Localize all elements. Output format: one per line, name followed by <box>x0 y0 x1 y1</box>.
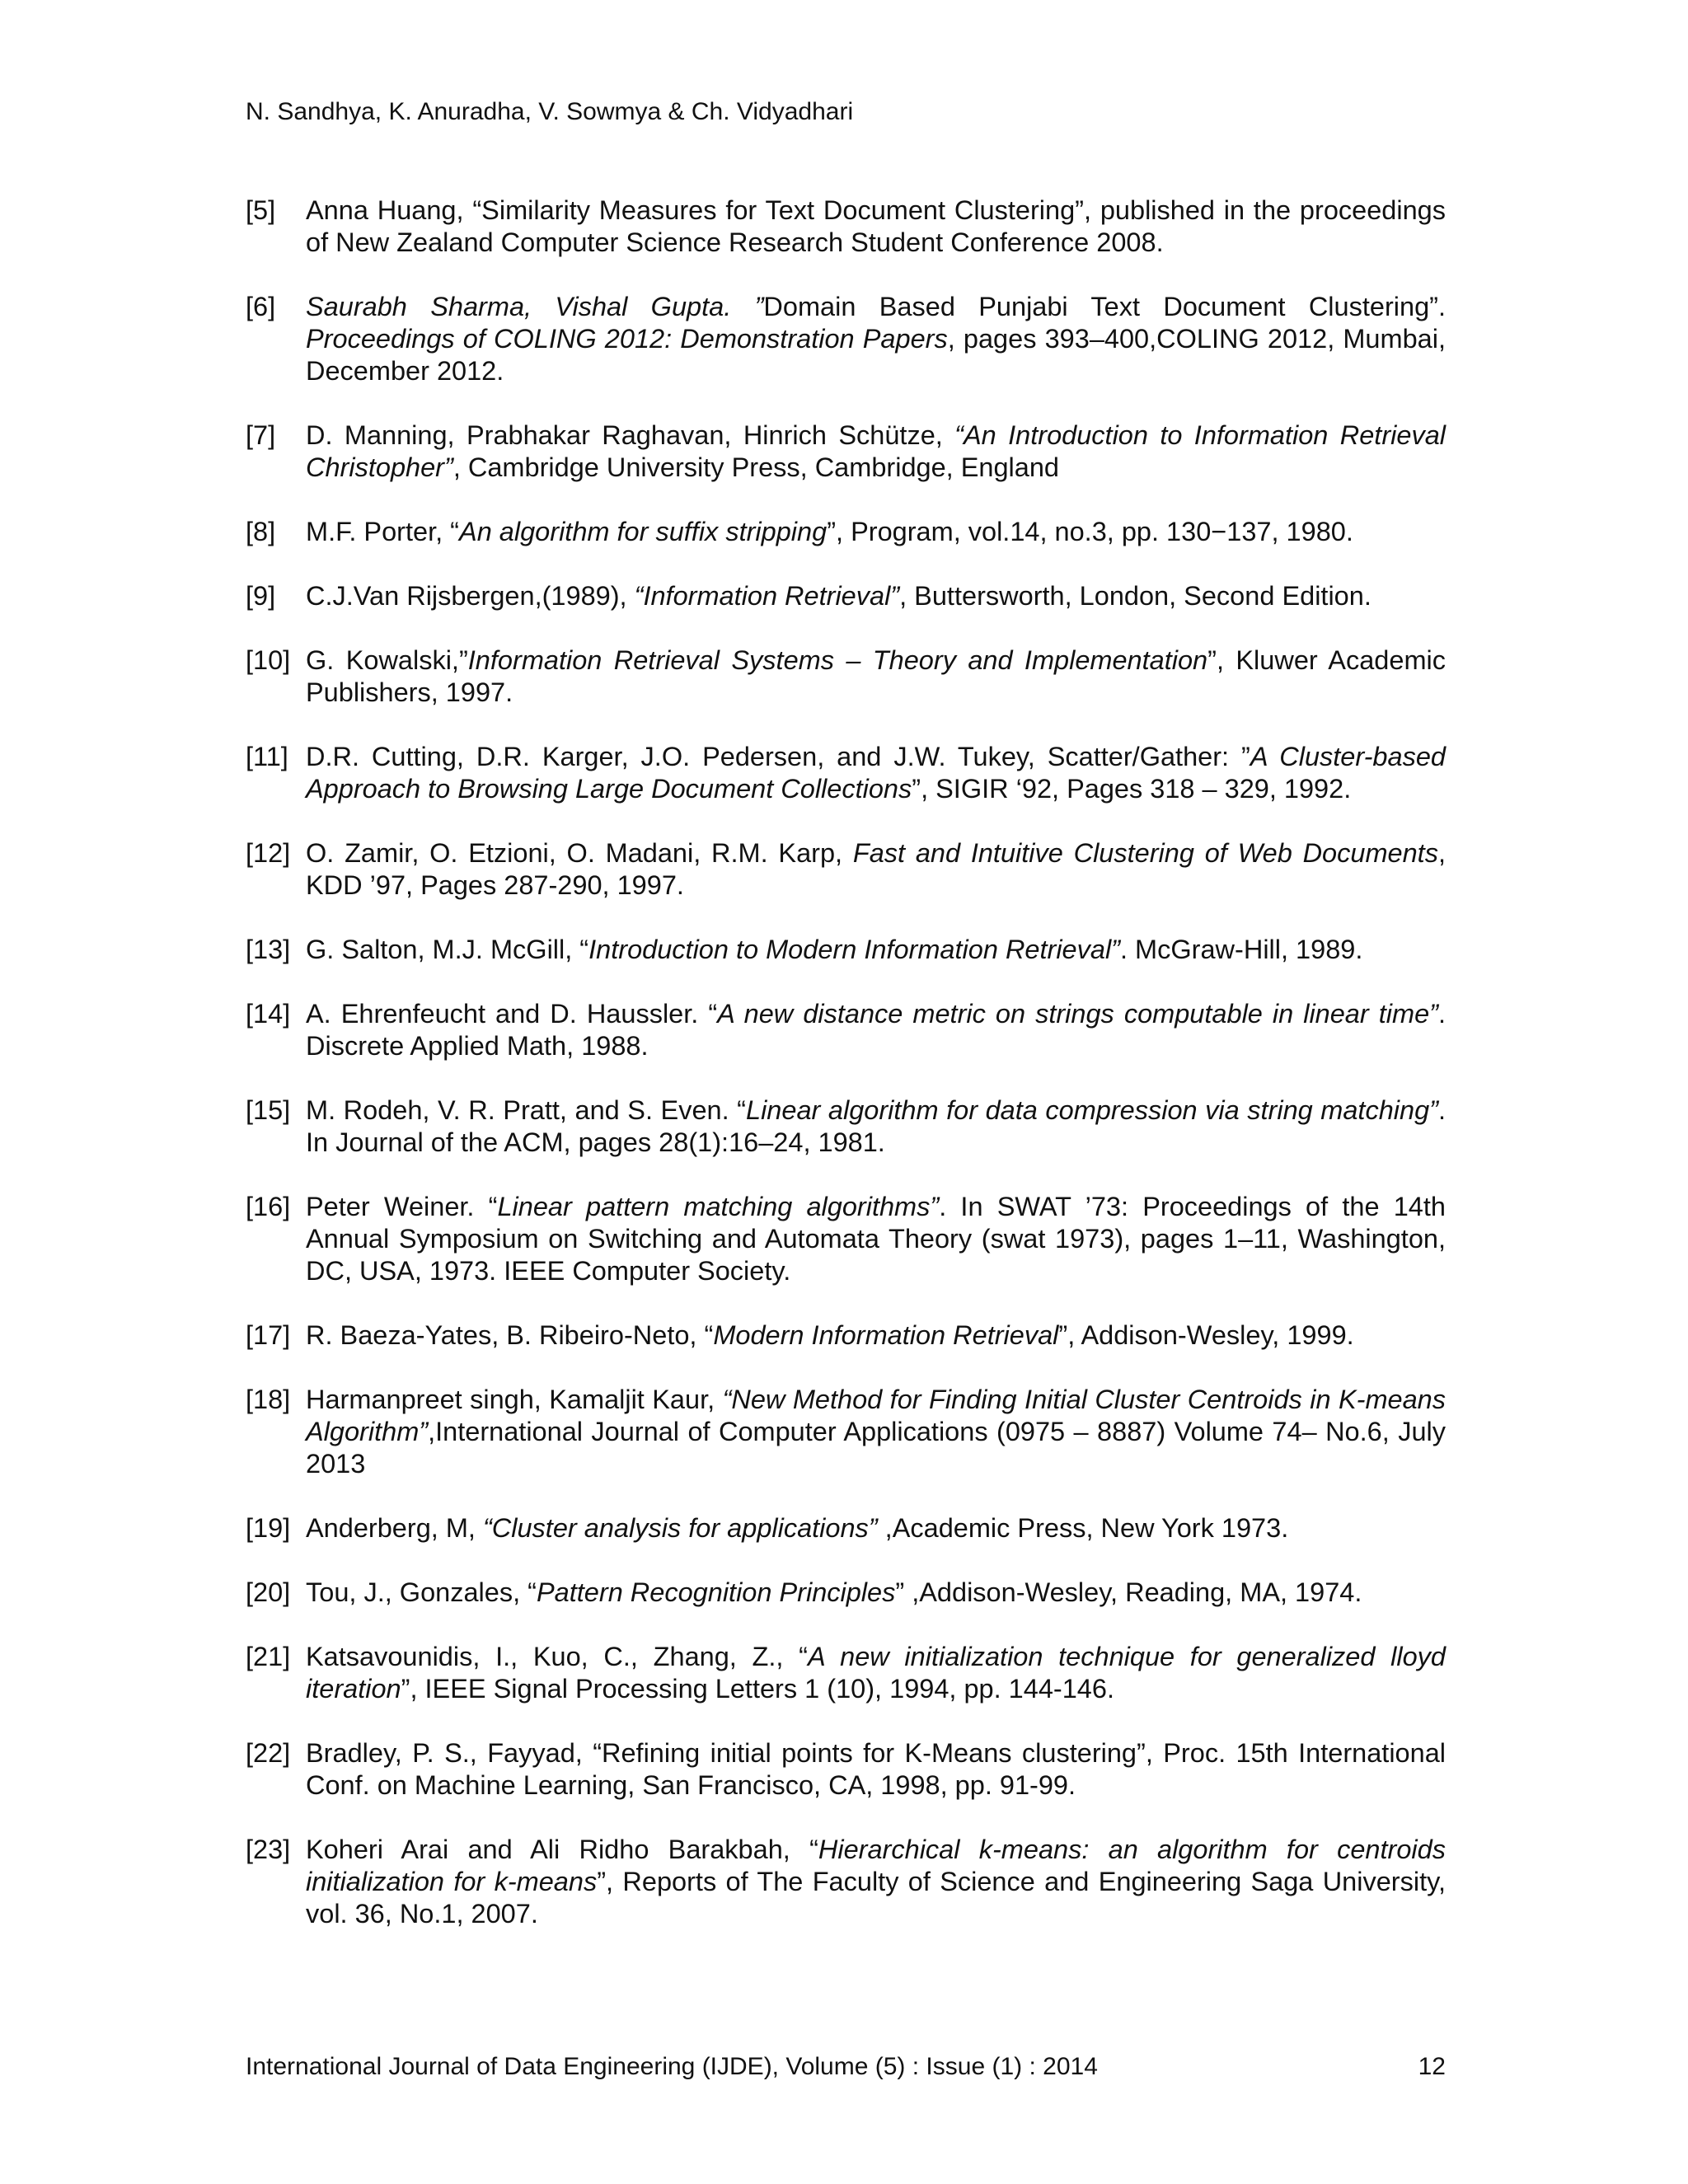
reference-number: [11] <box>246 742 288 771</box>
page-number: 12 <box>1418 2053 1446 2080</box>
reference-text <box>306 1738 1446 1800</box>
reference-number: [9] <box>246 581 276 611</box>
reference-number: [5] <box>246 195 276 225</box>
reference-segment: , KDD ’97, Pages 287-290, 1997. <box>306 838 1446 900</box>
reference-segment: Anna Huang, “Similarity Measures for Text Document Clustering”, published in the proceedings of New Zealand Computer Science Research Student Conference 2008. <box>306 195 1446 257</box>
reference-entry <box>246 1737 1446 1802</box>
reference-number: [21] <box>246 1642 291 1671</box>
reference-number: [6] <box>246 292 276 321</box>
reference-entry <box>246 741 1446 805</box>
reference-text <box>306 1192 1446 1286</box>
reference-text <box>306 1320 1354 1350</box>
reference-segment: D.R. Cutting, D.R. Karger, J.O. Pedersen, and J.W. Tukey, Scatter/Gather: ” <box>306 742 1250 771</box>
reference-segment: R. Baeza-Yates, B. Ribeiro-Neto, “ <box>306 1320 714 1350</box>
reference-entry <box>246 644 1446 709</box>
reference-number: [22] <box>246 1738 291 1768</box>
reference-segment: , pages 393–400,COLING 2012, Mumbai, December 2012. <box>306 324 1446 386</box>
reference-segment: Katsavounidis, I., Kuo, C., Zhang, Z., “ <box>306 1642 808 1671</box>
reference-title: Hierarchical k-means: an algorithm for centroids initialization for k-means <box>306 1835 1446 1896</box>
reference-text <box>306 1642 1446 1704</box>
reference-text <box>306 935 1362 964</box>
reference-text <box>306 517 1353 546</box>
reference-segment: G. Salton, M.J. McGill, “ <box>306 935 589 964</box>
reference-entry <box>246 1094 1446 1159</box>
reference-segment: Bradley, P. S., Fayyad, “Refining initial points for K-Means clustering”, Proc. 15th International Conf. on Machine Learning, San Francisco, CA, 1998, pp. 91-99. <box>306 1738 1446 1800</box>
reference-entry <box>246 934 1446 966</box>
reference-title: Proceedings of COLING 2012: Demonstration Papers <box>306 324 948 354</box>
reference-number: [17] <box>246 1320 291 1350</box>
reference-number: [8] <box>246 517 276 546</box>
reference-segment: . Discrete Applied Math, 1988. <box>306 999 1446 1061</box>
reference-title: A Cluster-based Approach to Browsing Large Document Collections <box>306 742 1446 804</box>
reference-segment: ”, Program, vol.14, no.3, pp. 130−137, 1980. <box>827 517 1353 546</box>
reference-segment: O. Zamir, O. Etzioni, O. Madani, R.M. Karp, <box>306 838 853 868</box>
reference-number: [7] <box>246 420 276 450</box>
reference-entry <box>246 419 1446 484</box>
reference-title: A new initialization technique for generalized lloyd iteration <box>306 1642 1446 1704</box>
reference-segment: ,International Journal of Computer Applications (0975 – 8887) Volume 74– No.6, July 2013 <box>306 1417 1446 1479</box>
reference-title: Linear pattern matching algorithms” <box>497 1192 940 1221</box>
reference-text <box>306 1835 1446 1929</box>
reference-entry <box>246 1834 1446 1930</box>
reference-number: [16] <box>246 1192 291 1221</box>
reference-text <box>306 581 1372 611</box>
reference-title: Fast and Intuitive Clustering of Web Documents <box>852 838 1438 868</box>
reference-entry <box>246 194 1446 259</box>
reference-segment: ”, Kluwer Academic Publishers, 1997. <box>306 645 1446 707</box>
reference-segment: Harmanpreet singh, Kamaljit Kaur, <box>306 1385 723 1414</box>
reference-title: “Information Retrieval” <box>634 581 900 611</box>
reference-entry <box>246 580 1446 612</box>
reference-number: [20] <box>246 1577 291 1607</box>
reference-text <box>306 195 1446 257</box>
reference-title: A new distance metric on strings computable in linear time” <box>717 999 1438 1029</box>
reference-number: [18] <box>246 1385 291 1414</box>
reference-text <box>306 420 1446 482</box>
reference-number: [14] <box>246 999 291 1029</box>
reference-entry <box>246 516 1446 548</box>
reference-number: [10] <box>246 645 291 675</box>
reference-entry <box>246 1512 1446 1544</box>
reference-entry <box>246 291 1446 387</box>
reference-number: [23] <box>246 1835 291 1864</box>
reference-title: An algorithm for suffix stripping <box>459 517 828 546</box>
reference-title: “New Method for Finding Initial Cluster Centroids in K-means Algorithm” <box>306 1385 1446 1446</box>
reference-segment: ”, Addison-Wesley, 1999. <box>1058 1320 1354 1350</box>
reference-entry <box>246 1191 1446 1287</box>
reference-title: Modern Information Retrieval <box>713 1320 1059 1350</box>
reference-segment: A. Ehrenfeucht and D. Haussler. “ <box>306 999 718 1029</box>
reference-title: “Cluster analysis for applications” <box>482 1513 878 1543</box>
reference-entry <box>246 1319 1446 1352</box>
reference-segment: . In SWAT ’73: Proceedings of the 14th Annual Symposium on Switching and Automata Theory (swat 1973), pages 1–11, Washington, DC, USA, 1973. IEEE Computer Society. <box>306 1192 1446 1286</box>
reference-entry <box>246 998 1446 1062</box>
reference-number: [13] <box>246 935 291 964</box>
reference-segment: C.J.Van Rijsbergen,(1989), <box>306 581 635 611</box>
reference-text <box>306 1513 1288 1543</box>
reference-segment: , Cambridge University Press, Cambridge, England <box>452 452 1059 482</box>
reference-entry <box>246 1384 1446 1480</box>
reference-segment: . McGraw-Hill, 1989. <box>1120 935 1363 964</box>
reference-segment: D. Manning, Prabhakar Raghavan, Hinrich Schütze, <box>306 420 955 450</box>
reference-text <box>306 645 1446 707</box>
reference-segment: M. Rodeh, V. R. Pratt, and S. Even. “ <box>306 1095 747 1125</box>
reference-title: Linear algorithm for data compression via string matching” <box>746 1095 1438 1125</box>
reference-segment: Peter Weiner. “ <box>306 1192 498 1221</box>
reference-title: Pattern Recognition Principles <box>536 1577 896 1607</box>
reference-segment: ” ,Addison-Wesley, Reading, MA, 1974. <box>895 1577 1362 1607</box>
reference-entry <box>246 1577 1446 1609</box>
reference-segment: ,Academic Press, New York 1973. <box>877 1513 1289 1543</box>
reference-segment: M.F. Porter, “ <box>306 517 460 546</box>
reference-segment: Koheri Arai and Ali Ridho Barakbah, “ <box>306 1835 818 1864</box>
reference-segment: Tou, J., Gonzales, “ <box>306 1577 537 1607</box>
reference-segment: G. Kowalski,” <box>306 645 468 675</box>
reference-entry <box>246 837 1446 902</box>
reference-title: “An Introduction to Information Retrieval Christopher” <box>306 420 1446 482</box>
running-header: N. Sandhya, K. Anuradha, V. Sowmya & Ch. Vidyadhari <box>246 98 854 125</box>
reference-text <box>306 1577 1362 1607</box>
journal-citation: International Journal of Data Engineering (IJDE), Volume (5) : Issue (1) : 2014 <box>246 2053 1098 2080</box>
reference-number: [19] <box>246 1513 291 1543</box>
reference-list <box>246 194 1446 1930</box>
reference-text <box>306 838 1446 900</box>
reference-number: [15] <box>246 1095 291 1125</box>
reference-text <box>306 292 1446 386</box>
reference-title: Saurabh Sharma, Vishal Gupta. ” <box>306 292 764 321</box>
reference-text <box>306 1385 1446 1479</box>
reference-title: Information Retrieval Systems – Theory and Implementation <box>467 645 1208 675</box>
reference-number: [12] <box>246 838 291 868</box>
reference-text <box>306 999 1446 1061</box>
reference-entry <box>246 1641 1446 1705</box>
reference-segment: ”, Reports of The Faculty of Science and Engineering Saga University, vol. 36, No.1, 2007. <box>306 1867 1446 1929</box>
reference-text <box>306 1095 1446 1157</box>
reference-segment: ”, SIGIR ‘92, Pages 318 – 329, 1992. <box>912 774 1352 804</box>
reference-title: Introduction to Modern Information Retrieval” <box>588 935 1120 964</box>
reference-segment: Anderberg, M, <box>306 1513 483 1543</box>
reference-segment: Domain Based Punjabi Text Document Clustering”. <box>763 292 1446 321</box>
reference-segment: ”, IEEE Signal Processing Letters 1 (10), 1994, pp. 144-146. <box>401 1674 1114 1704</box>
reference-segment: . In Journal of the ACM, pages 28(1):16–24, 1981. <box>306 1095 1447 1157</box>
reference-text <box>306 742 1446 804</box>
reference-segment: , Buttersworth, London, Second Edition. <box>899 581 1372 611</box>
